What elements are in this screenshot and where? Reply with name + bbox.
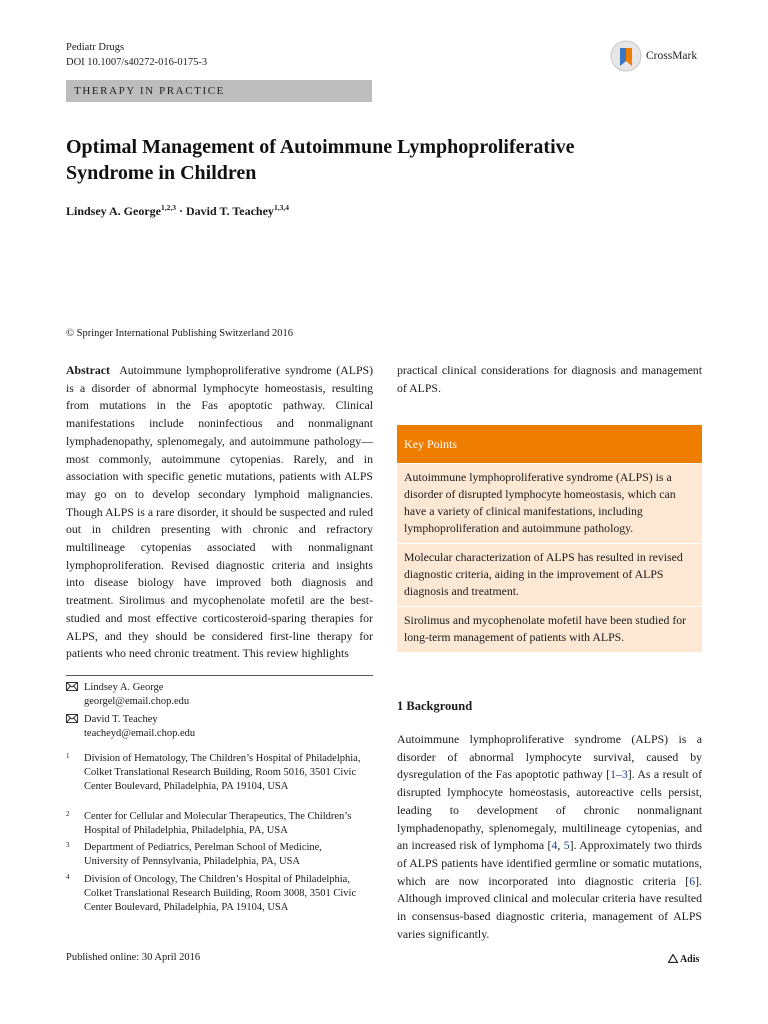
body-text: Autoimmune lymphoproliferative syndrome (ALPS) is a disorder of abnormal lymphocyte survival, caused by dysregulation of the Fas apoptotic pathway [ xyxy=(397,732,702,782)
citation-link[interactable]: 1–3 xyxy=(610,767,628,782)
affiliation-number: 3 xyxy=(66,841,70,849)
section-label: THERAPY IN PRACTICE xyxy=(66,80,372,102)
key-points-box xyxy=(397,425,702,652)
author-list xyxy=(66,203,289,219)
affiliation-number: 1 xyxy=(66,752,70,760)
affiliation-number: 4 xyxy=(66,873,70,881)
publisher-name: Adis xyxy=(679,954,700,965)
body-text: ]. As a result of disrupted lymphocyte homeostasis, autoreactive cells persist, leading to development of chronic nonmalignant lymphadenopathy, splenomegaly, multilineage cytopenias, and an increased risk of lymphoma [ xyxy=(397,767,703,853)
envelope-icon xyxy=(66,714,78,723)
journal-name: Pediatr Drugs xyxy=(66,42,125,53)
section-heading: 1 Background xyxy=(397,699,473,713)
abstract-text: Autoimmune lymphoproliferative syndrome (ALPS) is a disorder of abnormal lymphocyte homeostasis, resulting from mutations in the Fas apoptotic pathway. Clinical manifestations include noninfectious and nonmalignant lymphadenopathy, splenomegaly, and autoimmune pathology—most commonly, autoimmune cytopenias. Rarely, and in association with specific genetic mutations, patients with ALPS may go on to develop secondary lymphoid malignancies. Though ALPS is a rare disorder, it should be suspected and ruled out in children presenting with chronic and refractory multilineage cytopenias associated with nonmalignant lymphoproliferation. Revised diagnostic criteria and insights into disease biology have improved both diagnosis and treatment. Sirolimus and mycophenolate mofetil are the best-studied and most effective corticosteroid-sparing therapies for ALPS, and they should be considered first-line therapy for patients who need chronic treatment. This review highlights xyxy=(66,363,373,661)
abstract-label: Abstract xyxy=(66,363,110,377)
contact-email[interactable]: teacheyd@email.chop.edu xyxy=(84,728,196,739)
envelope-icon xyxy=(66,682,78,691)
publication-date: Published online: 30 April 2016 xyxy=(66,952,201,963)
doi-link[interactable]: DOI 10.1007/s40272-016-0175-3 xyxy=(66,57,208,68)
affiliation-text: Division of Hematology, The Children’s Hospital of Philadelphia, Colket Translational Research Building, Room 5016, 3501 Civic Center Boulevard, Philadelphia, PA 19104, USA xyxy=(84,753,361,792)
crossmark-label: CrossMark xyxy=(646,50,698,62)
adis-triangle-icon xyxy=(668,954,678,963)
affiliation-text: Division of Oncology, The Children’s Hospital of Philadelphia, Colket Translational Research Building, Room 3008, 3501 Civic Center Boulevard, Philadelphia, PA 19104, USA xyxy=(84,874,357,913)
author-separator: · xyxy=(176,204,187,218)
contact-name: Lindsey A. George xyxy=(84,682,164,693)
contact-email[interactable]: georgel@email.chop.edu xyxy=(84,696,190,707)
affiliation-number: 2 xyxy=(66,810,70,818)
crossmark-badge[interactable] xyxy=(610,38,710,78)
affiliation-text: Center for Cellular and Molecular Therapeutics, The Children’s Hospital of Philadelphia, Philadelphia, PA, USA xyxy=(84,811,352,836)
citation-link[interactable]: 6 xyxy=(689,873,696,888)
copyright-notice: © Springer International Publishing Switzerland 2016 xyxy=(66,328,293,339)
author-name[interactable]: Lindsey A. George xyxy=(66,204,161,218)
background-paragraph xyxy=(397,731,702,943)
key-points-title: Key Points xyxy=(397,425,702,463)
abstract xyxy=(66,362,373,663)
contact-name: David T. Teachey xyxy=(84,714,158,725)
author-name[interactable]: David T. Teachey xyxy=(186,204,274,218)
crossmark-icon xyxy=(610,38,642,74)
citation-link[interactable]: 4 xyxy=(551,838,558,853)
abstract-continuation: practical clinical considerations for diagnosis and management of ALPS. xyxy=(397,363,702,395)
footnote-divider xyxy=(66,675,373,676)
author-affiliation-refs: 1,2,3 xyxy=(161,203,176,212)
author-affiliation-refs: 1,3,4 xyxy=(273,203,289,212)
citation-link[interactable]: 5 xyxy=(563,838,570,853)
body-text: ]. Approximately two thirds of ALPS patients have identified germline or somatic mutations, which are now incorporated into diagnostic criteria [ xyxy=(397,838,702,888)
body-text: , xyxy=(557,838,564,853)
key-point: Sirolimus and mycophenolate mofetil have been studied for long-term management of patients with ALPS. xyxy=(397,606,702,652)
affiliation-text: Department of Pediatrics, Perelman School of Medicine, University of Pennsylvania, Philadelphia, PA, USA xyxy=(84,842,322,867)
publisher-logo xyxy=(668,954,699,965)
key-point: Molecular characterization of ALPS has resulted in revised diagnostic criteria, aiding in the improvement of ALPS diagnosis and treatment. xyxy=(397,543,702,606)
key-point: Autoimmune lymphoproliferative syndrome (ALPS) is a disorder of disrupted lymphocyte homeostasis, which can have a variety of clinical manifestations, including lymphoproliferation and autoimmune pathology. xyxy=(397,463,702,543)
article-title: Optimal Management of Autoimmune Lymphoproliferative Syndrome in Children xyxy=(66,136,575,184)
body-text: ]. Although improved clinical and molecular criteria have resulted in consensus-based diagnostic criteria, management of ALPS varies significantly. xyxy=(397,873,702,941)
